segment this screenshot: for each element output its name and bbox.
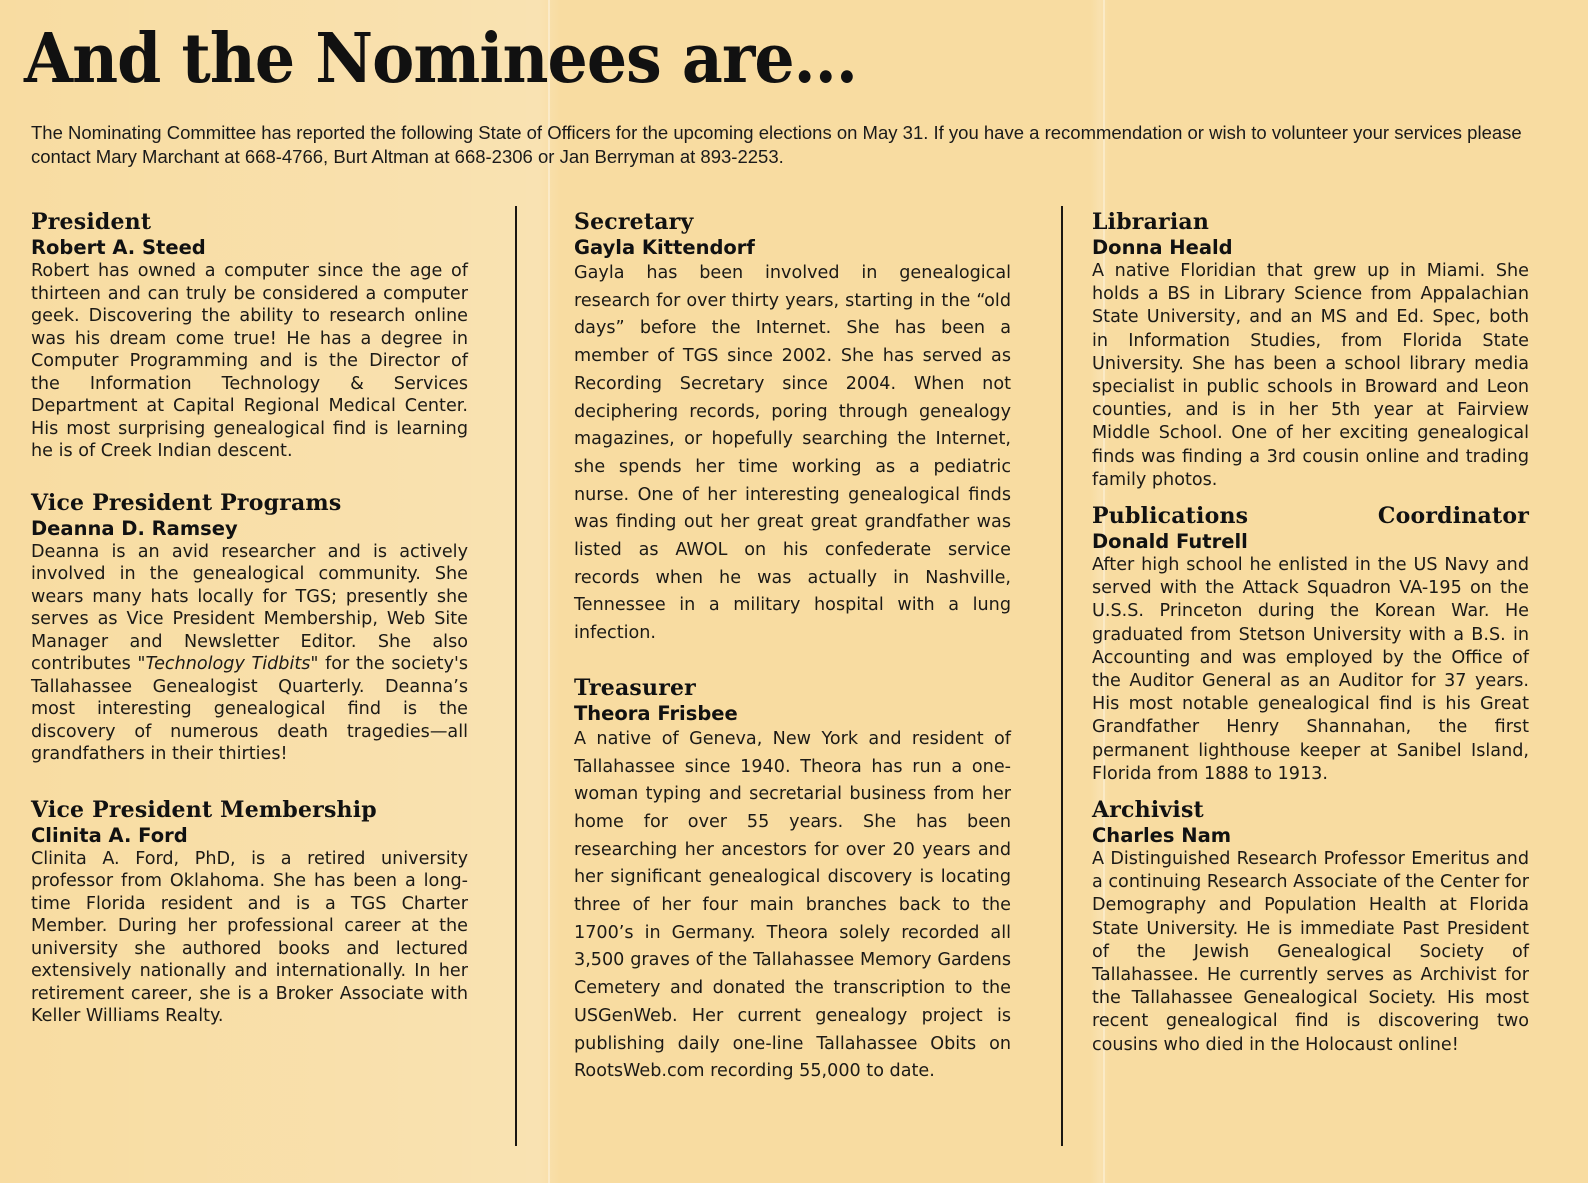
bio-text: Deanna is an avid researcher and is actively involved in the genealogical community. She wears many hats locally for TGS; presently she serves as Vice President Membership, Web Site Manager and Newsletter Editor. She also contributes " [31, 541, 468, 674]
nominee-name: Gayla Kittendorf [574, 236, 755, 259]
nominee-vp-membership [31, 796, 468, 1028]
nominee-name: Charles Nam [1092, 824, 1232, 848]
office-title: Archivist [1092, 797, 1204, 824]
office-title: Vice President Programs [31, 489, 342, 516]
nominee-bio [31, 541, 468, 766]
nominee-archivist [1092, 796, 1529, 1057]
office-title: Librarian [1092, 209, 1210, 235]
column-divider [515, 206, 517, 1146]
nominee-name: Donna Heald [1092, 236, 1233, 259]
column-divider [1061, 206, 1063, 1146]
nominee-vp-programs [31, 489, 468, 766]
column-left [31, 208, 468, 1028]
office-title: President [31, 209, 152, 235]
nominee-name: Theora Frisbee [574, 701, 738, 725]
nominee-name: Deanna D. Ramsey [31, 516, 238, 540]
nominee-name: Clinita A. Ford [31, 823, 188, 847]
nominee-bio: Gayla has been involved in genealogical research for over thirty years, starting in the “old days” before the Internet. She has been a member of TGS since 2002. She has served as Recording Secretary since 2004. When not deciphering records, poring through genealogy magazines, or hopefully searching the Internet, she spends her time working as a pediatric nurse. One of her interesting genealogical finds was finding out her great great grandfather was listed as AWOL on his confederate service records when he was actually in Nashville, Tennessee in a military hospital with a lung infection. [574, 263, 1011, 644]
intro-paragraph: The Nominating Committee has reported the following State of Officers for the upcoming elections on May 31. If you have a recommendation or wish to volunteer your services please contact Mary Marchant at 668-4766, Burt Altman at 668-2306 or Jan Berryman at 893-2253. [31, 122, 1522, 167]
nominee-bio: A native Floridian that grew up in Miami. She holds a BS in Library Science from Appalachian State University, and an MS and Ed. Spec, both in Information Studies, from Florida State University. She has been a school library media specialist in public schools in Broward and Leon counties, and is in her 5th year at Fairview Middle School. One of her exciting genealogical finds was finding a 3rd cousin online and trading family photos. [1092, 261, 1529, 490]
office-title: Treasurer [574, 674, 696, 701]
nominee-bio: Robert has owned a computer since the age of thirteen and can truly be considered a computer geek. Discovering the ability to research online was his dream come true! He has a degree in Computer Programming and is the Director of the Information Technology & Services Department at Capital Regional Medical Center. His most surprising genealogical find is learning he is of Creek Indian descent. [31, 261, 468, 461]
nominee-bio: A native of Geneva, New York and resident of Tallahassee since 1940. Theora has run a one-woman typing and secretarial business from her home for over 55 years. She has been researching her ancestors for over 20 years and her significant genealogical discovery is locating three of her four main branches back to the 1700’s in Germany. Theora solely recorded all 3,500 graves of the Tallahassee Memory Gardens Cemetery and donated the transcription to the USGenWeb. Her current genealogy project is publishing daily one-line Tallahassee Obits on RootsWeb.com recording 55,000 to date. [574, 728, 1011, 1082]
nominee-librarian [1092, 208, 1529, 492]
nominee-name: Donald Futrell [1092, 530, 1248, 554]
nominee-name: Robert A. Steed [31, 236, 206, 259]
column-middle [574, 208, 1011, 1086]
nominee-treasurer [574, 674, 1011, 1086]
bio-italic-title: Technology Tidbits [145, 654, 311, 674]
bio-text: " for the society's Tallahassee Genealogist Quarterly. Deanna’s most interesting genealogical find is the discovery of numerous death tragedies—all grandfathers in their thirties! [31, 654, 468, 764]
nominee-secretary [574, 208, 1011, 648]
page-title: And the Nominees are... [24, 19, 857, 99]
office-title: Secretary [574, 209, 694, 235]
office-title: Publications Coordinator [1092, 503, 1529, 530]
nominee-bio: After high school he enlisted in the US Navy and served with the Attack Squadron VA-195 on the U.S.S. Princeton during the Korean War. He graduated from Stetson University with a B.S. in Accounting and was employed by the Office of the Auditor General as an Auditor for 37 years. His most notable genealogical find is his Great Grandfather Henry Shannahan, the first permanent lighthouse keeper at Sanibel Island, Florida from 1888 to 1913. [1092, 555, 1529, 784]
nominee-bio: A Distinguished Research Professor Emeritus and a continuing Research Associate of the Center for Demography and Population Health at Florida State University. He is immediate Past President of the Jewish Genealogical Society of Tallahassee. He currently serves as Archivist for the Tallahassee Genealogical Society. His most recent genealogical find is discovering two cousins who died in the Holocaust online! [1092, 849, 1529, 1055]
nominee-publications-coordinator [1092, 502, 1529, 786]
page-fold [548, 0, 550, 1183]
nominee-bio: Clinita A. Ford, PhD, is a retired university professor from Oklahoma. She has been a long-time Florida resident and is a TGS Charter Member. During her professional career at the university she authored books and lectured extensively nationally and internationally. In her retirement career, she is a Broker Associate with Keller Williams Realty. [31, 848, 468, 1026]
column-right [1092, 208, 1529, 1057]
nominee-president [31, 208, 468, 463]
office-title: Vice President Membership [31, 796, 377, 823]
